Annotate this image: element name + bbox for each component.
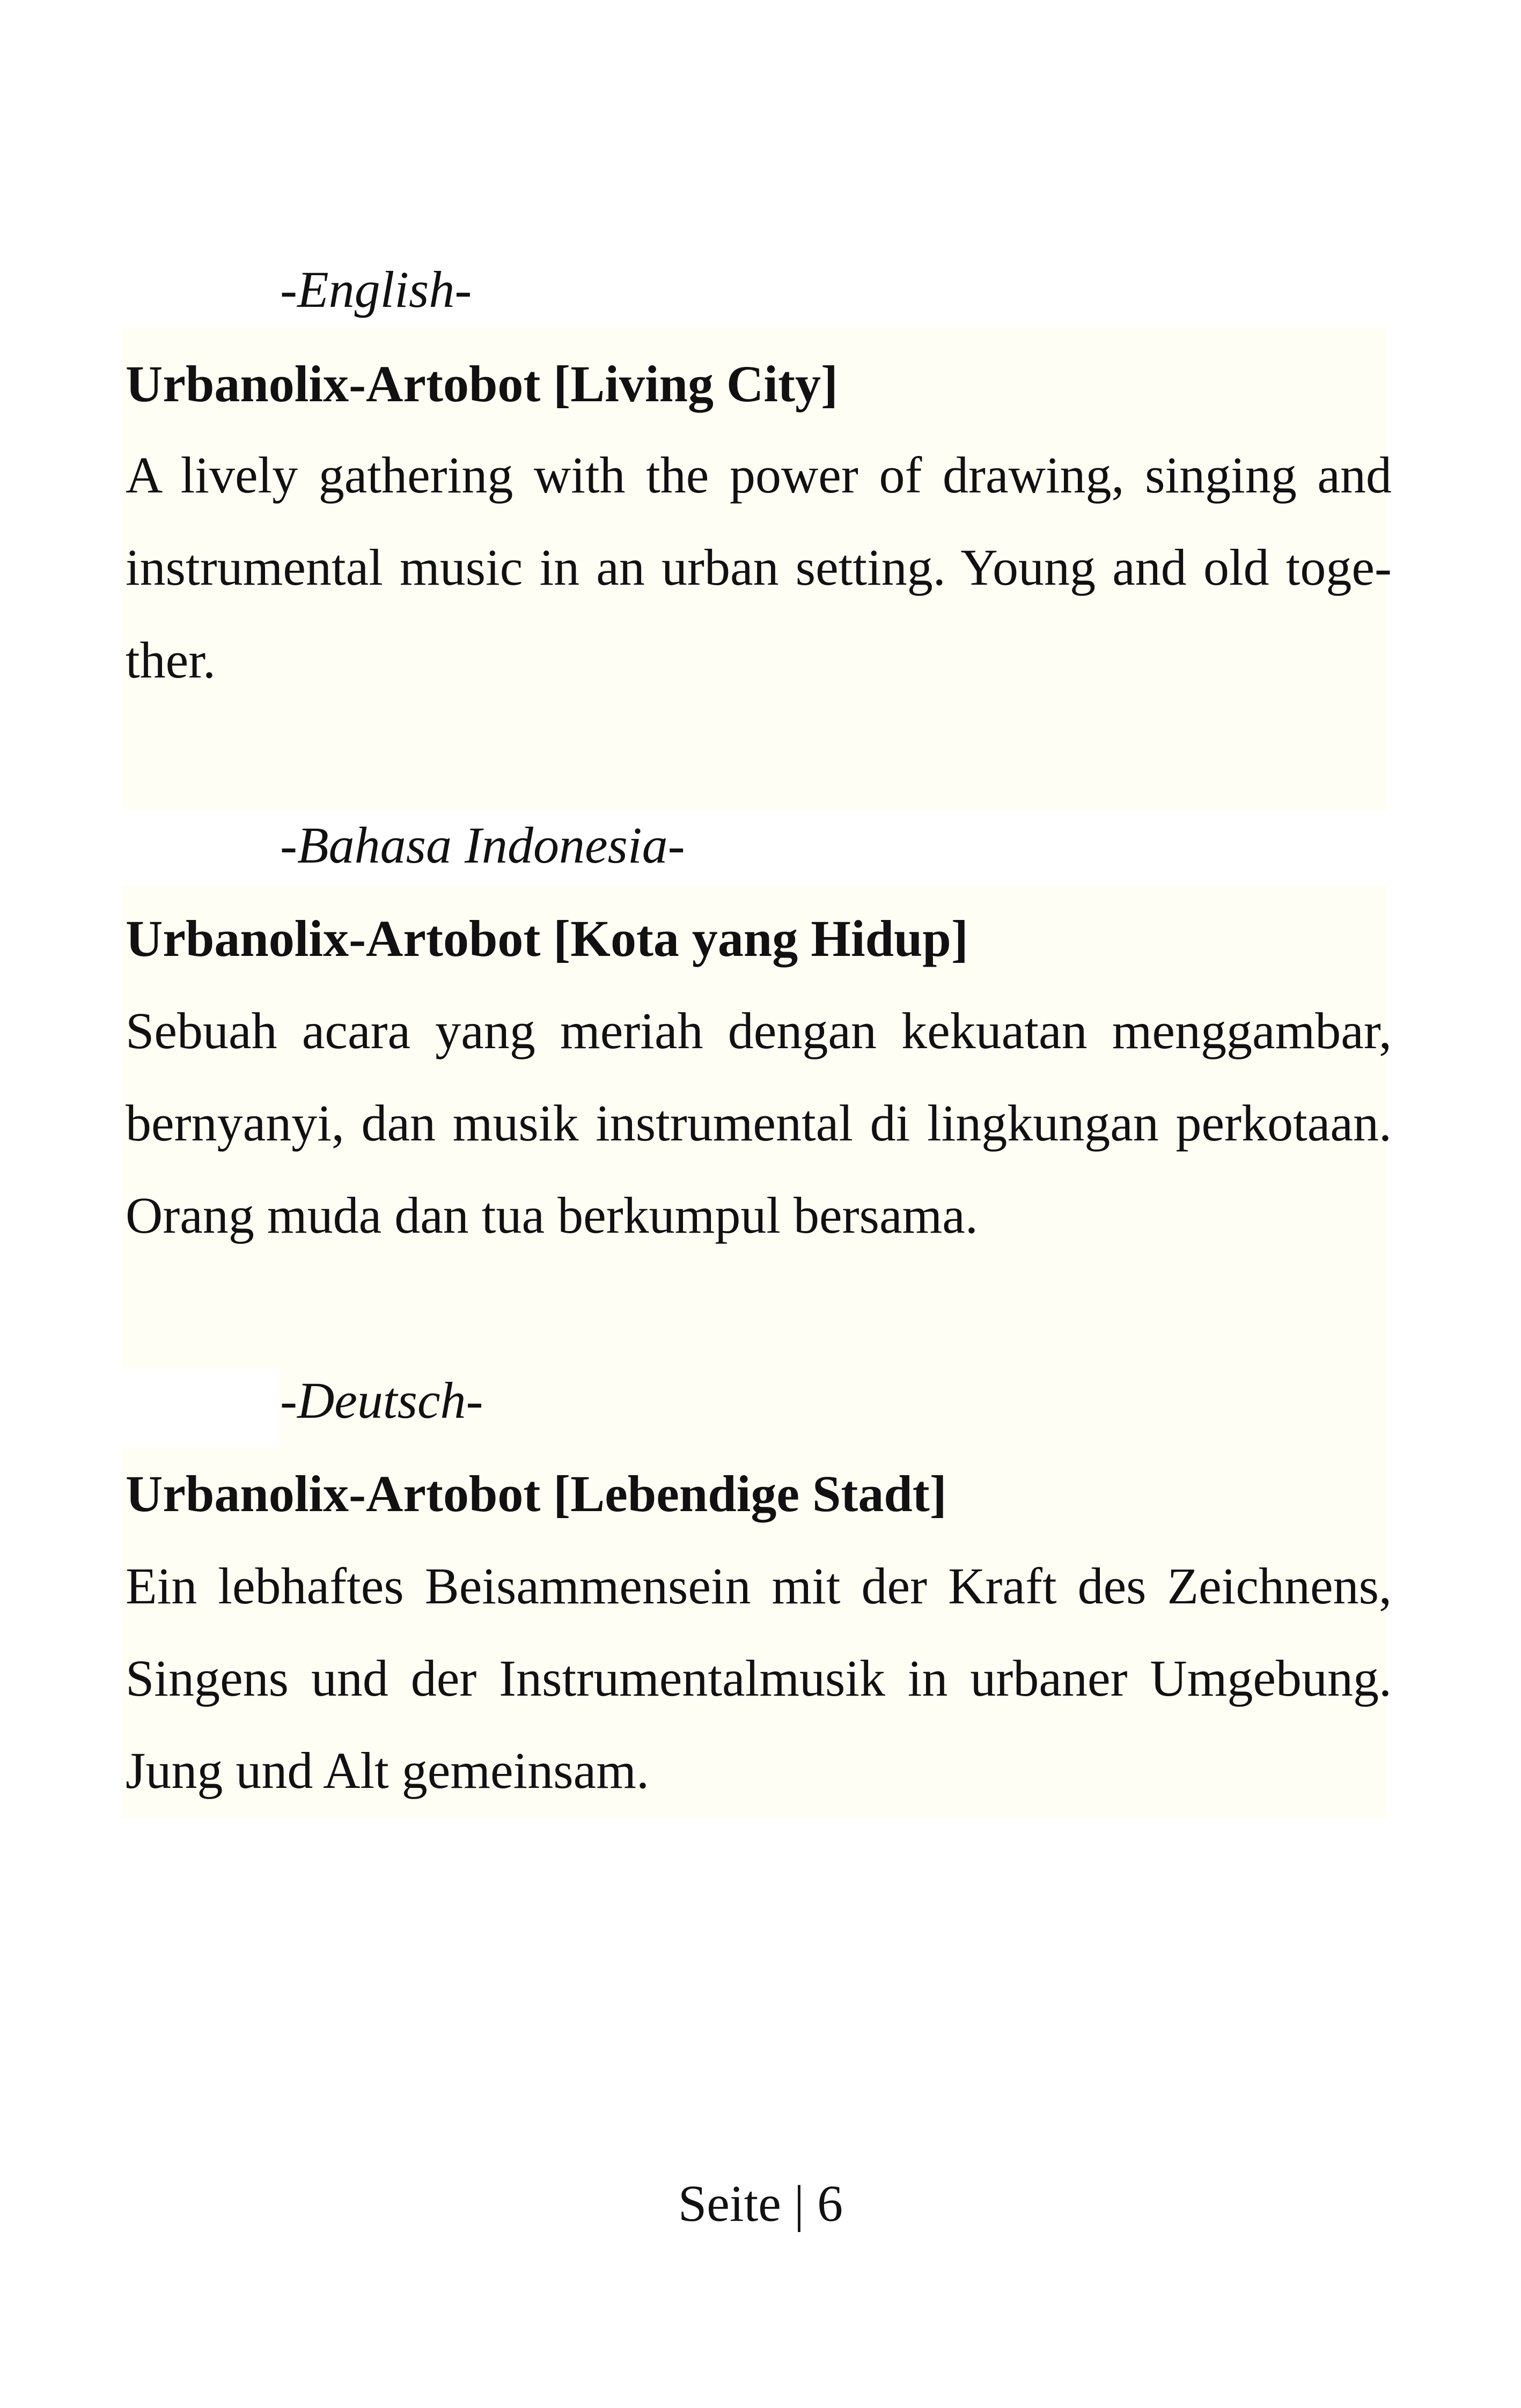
body-line-german-3: Jung und Alt gemeinsam. (126, 1742, 649, 1799)
body-line-english-1: A lively gathering with the power of drawing, singing and (126, 446, 1392, 504)
section-title-german: Urbanolix-Artobot [Lebendige Stadt] (126, 1465, 947, 1522)
body-line-german-2: Singens und der Instrumentalmusik in urbaner Umgebung. (126, 1649, 1392, 1707)
section-title-english: Urbanolix-Artobot [Living City] (126, 355, 838, 413)
body-line-english-3: ther. (126, 631, 216, 689)
page-number: Seite | 6 (678, 2175, 843, 2232)
body-line-indonesian-2: bernyanyi, dan musik instrumental di lingkungan perkotaan. (126, 1094, 1392, 1152)
language-heading-german: -Deutsch- (280, 1372, 483, 1429)
body-line-english-2: instrumental music in an urban setting. Young and old toge- (126, 539, 1392, 596)
body-line-indonesian-1: Sebuah acara yang meriah dengan kekuatan menggambar, (126, 1002, 1392, 1059)
body-line-indonesian-3: Orang muda dan tua berkumpul bersama. (126, 1187, 978, 1244)
language-heading-indonesian: -Bahasa Indonesia- (280, 816, 685, 874)
body-line-german-1: Ein lebhaftes Beisammensein mit der Kraft des Zeichnens, (126, 1557, 1392, 1615)
section-title-indonesian: Urbanolix-Artobot [Kota yang Hidup] (126, 910, 968, 967)
language-heading-english: -English- (280, 261, 472, 318)
